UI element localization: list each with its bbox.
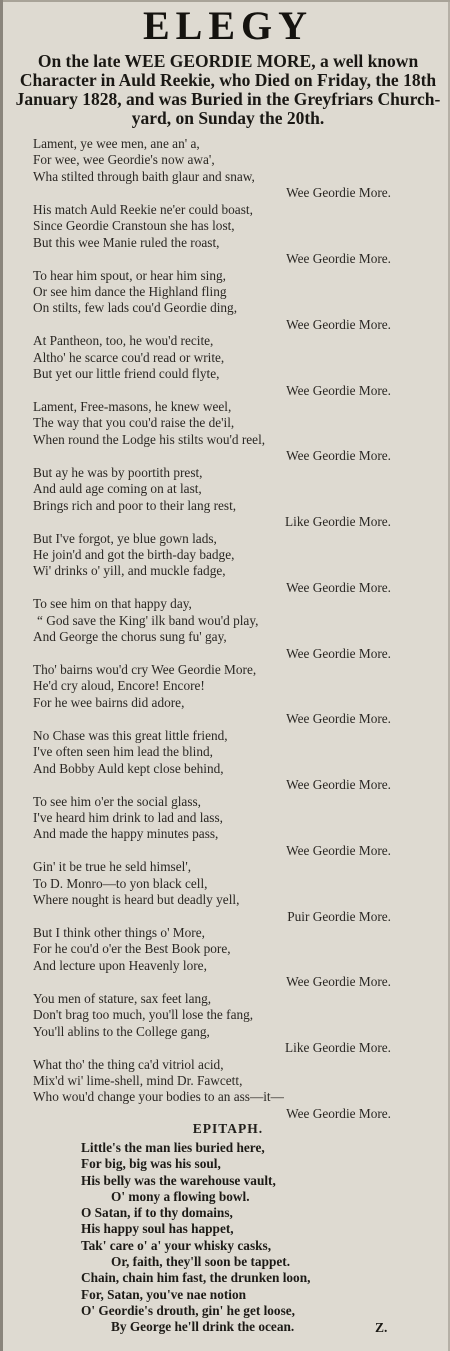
refrain-line: Puir Geordie More. bbox=[287, 908, 391, 924]
verse-line: He'd cry aloud, Encore! Encore! bbox=[33, 678, 205, 694]
verse-line: Wha stilted through baith glaur and snaw, bbox=[33, 168, 255, 184]
signature: Z. bbox=[375, 1320, 388, 1335]
refrain-line: Wee Geordie More. bbox=[286, 185, 391, 201]
epitaph-line: O' mony a flowing bowl. bbox=[111, 1188, 250, 1204]
verse-line: And made the happy minutes pass, bbox=[33, 826, 219, 842]
refrain-line: Wee Geordie More. bbox=[286, 777, 391, 793]
verse-line: For he wee bairns did adore, bbox=[33, 694, 185, 710]
verse-line: The way that you cou'd raise the de'il, bbox=[33, 415, 235, 431]
verse-line: And George the chorus sung fu' gay, bbox=[33, 629, 227, 645]
verse-line: Mix'd wi' lime-shell, mind Dr. Fawcett, bbox=[33, 1072, 243, 1088]
verse-line: I've often seen him lead the blind, bbox=[33, 744, 214, 760]
refrain-line: Wee Geordie More. bbox=[286, 579, 391, 595]
verse-line: But yet our little friend could flyte, bbox=[33, 366, 220, 382]
refrain-line: Like Geordie More. bbox=[285, 1040, 391, 1056]
verse-line: Gin' it be true he seld himsel', bbox=[33, 859, 192, 875]
verse-line: And auld age coming on at last, bbox=[33, 481, 202, 497]
verse-line: On stilts, few lads cou'd Geordie ding, bbox=[33, 300, 238, 316]
verse-line: Or see him dance the Highland fling bbox=[33, 283, 227, 299]
verse-line: But I think other things o' More, bbox=[33, 925, 205, 940]
verse-line: For wee, wee Geordie's now awa', bbox=[33, 152, 215, 168]
refrain-line: Wee Geordie More. bbox=[286, 316, 391, 332]
epitaph-line: For, Satan, you've nae notion bbox=[81, 1286, 247, 1302]
verse-line: You'll ablins to the College gang, bbox=[33, 1023, 210, 1039]
verse-line: His match Auld Reekie ne'er could boast, bbox=[33, 201, 253, 217]
page-title: ELEGY bbox=[142, 3, 314, 48]
verse-line: To hear him spout, or hear him sing, bbox=[33, 267, 226, 283]
top-rule bbox=[3, 0, 450, 2]
verse-line: And Bobby Auld kept close behind, bbox=[33, 760, 224, 776]
verse-line: To see him o'er the social glass, bbox=[33, 793, 202, 809]
verse-line: Since Geordie Cranstoun she has lost, bbox=[33, 218, 235, 234]
epitaph-line: By George he'll drink the ocean. bbox=[111, 1319, 295, 1335]
verse-line: What tho' the thing ca'd vitriol acid, bbox=[33, 1056, 224, 1072]
epitaph-line: Tak' care o' a' your whisky casks, bbox=[81, 1237, 272, 1253]
verse-line: Wi' drinks o' yill, and muckle fadge, bbox=[33, 563, 226, 579]
verse-line: But ay he was by poortith prest, bbox=[33, 464, 203, 480]
verse-line: Lament, ye wee men, ane an' a, bbox=[33, 136, 200, 151]
verse-line: Don't brag too much, you'll lose the fang, bbox=[33, 1007, 254, 1023]
epitaph-line: Or, faith, they'll soon be tappet. bbox=[111, 1254, 291, 1270]
epitaph-line: Little's the man lies buried here, bbox=[81, 1140, 265, 1155]
verse-line: But this wee Manie ruled the roast, bbox=[33, 234, 220, 250]
verse-line: To see him on that happy day, bbox=[33, 596, 192, 612]
verse-line: And lecture upon Heavenly lore, bbox=[33, 957, 207, 973]
verse-line: For he cou'd o'er the Best Book pore, bbox=[33, 941, 231, 957]
verse-line: I've heard him drink to lad and lass, bbox=[33, 809, 223, 825]
refrain-line: Wee Geordie More. bbox=[286, 711, 391, 727]
verse-line: To D. Monro—to yon black cell, bbox=[33, 875, 208, 891]
verse-line: At Pantheon, too, he wou'd recite, bbox=[33, 333, 214, 349]
verse-line: Brings rich and poor to their lang rest, bbox=[33, 497, 237, 513]
refrain-line: Wee Geordie More. bbox=[286, 448, 391, 464]
page-subtitle: On the late WEE GEORDIE MORE, a well known Character in Auld Reekie, who Died on Friday, the 18th January 1828, and was Buried in the Greyfriars Church-yard, on Sunday the 20th. bbox=[15, 51, 441, 128]
verse-line: He join'd and got the birth-day badge, bbox=[33, 546, 235, 562]
verse-line: Altho' he scarce cou'd read or write, bbox=[33, 349, 225, 365]
verse-line: Where nought is heard but deadly yell, bbox=[33, 892, 240, 908]
refrain-line: Like Geordie More. bbox=[285, 514, 391, 530]
epitaph-line: Chain, chain him fast, the drunken loon, bbox=[81, 1270, 311, 1286]
verse-line: Tho' bairns wou'd cry Wee Geordie More, bbox=[33, 662, 257, 677]
verse-line: Lament, Free-masons, he knew weel, bbox=[33, 399, 232, 414]
poem-body bbox=[3, 136, 450, 1122]
refrain-line: Wee Geordie More. bbox=[286, 382, 391, 398]
verse-line: Who wou'd change your bodies to an ass—it— bbox=[33, 1089, 284, 1105]
epitaph-body bbox=[3, 1140, 450, 1336]
verse-line: You men of stature, sax feet lang, bbox=[33, 990, 212, 1006]
verse-line: No Chase was this great little friend, bbox=[33, 727, 228, 743]
refrain-line: Wee Geordie More. bbox=[286, 842, 391, 858]
verse-line: But I've forgot, ye blue gown lads, bbox=[33, 530, 217, 546]
epitaph-heading: EPITAPH. bbox=[192, 1121, 264, 1136]
refrain-line: Wee Geordie More. bbox=[286, 251, 391, 267]
refrain-line: Wee Geordie More. bbox=[286, 1105, 391, 1121]
epitaph-line: O' Geordie's drouth, gin' he get loose, bbox=[81, 1302, 295, 1318]
epitaph-line: His happy soul has happet, bbox=[81, 1221, 234, 1237]
refrain-line: Wee Geordie More. bbox=[286, 645, 391, 661]
verse-line: “ God save the King' ilk band wou'd play, bbox=[37, 612, 259, 628]
epitaph-line: O Satan, if to thy domains, bbox=[81, 1205, 233, 1221]
verse-line: When round the Lodge his stilts wou'd reel, bbox=[33, 431, 266, 447]
epitaph-line: His belly was the warehouse vault, bbox=[81, 1172, 276, 1188]
epitaph-line: For big, big was his soul, bbox=[81, 1156, 221, 1172]
refrain-line: Wee Geordie More. bbox=[286, 974, 391, 990]
